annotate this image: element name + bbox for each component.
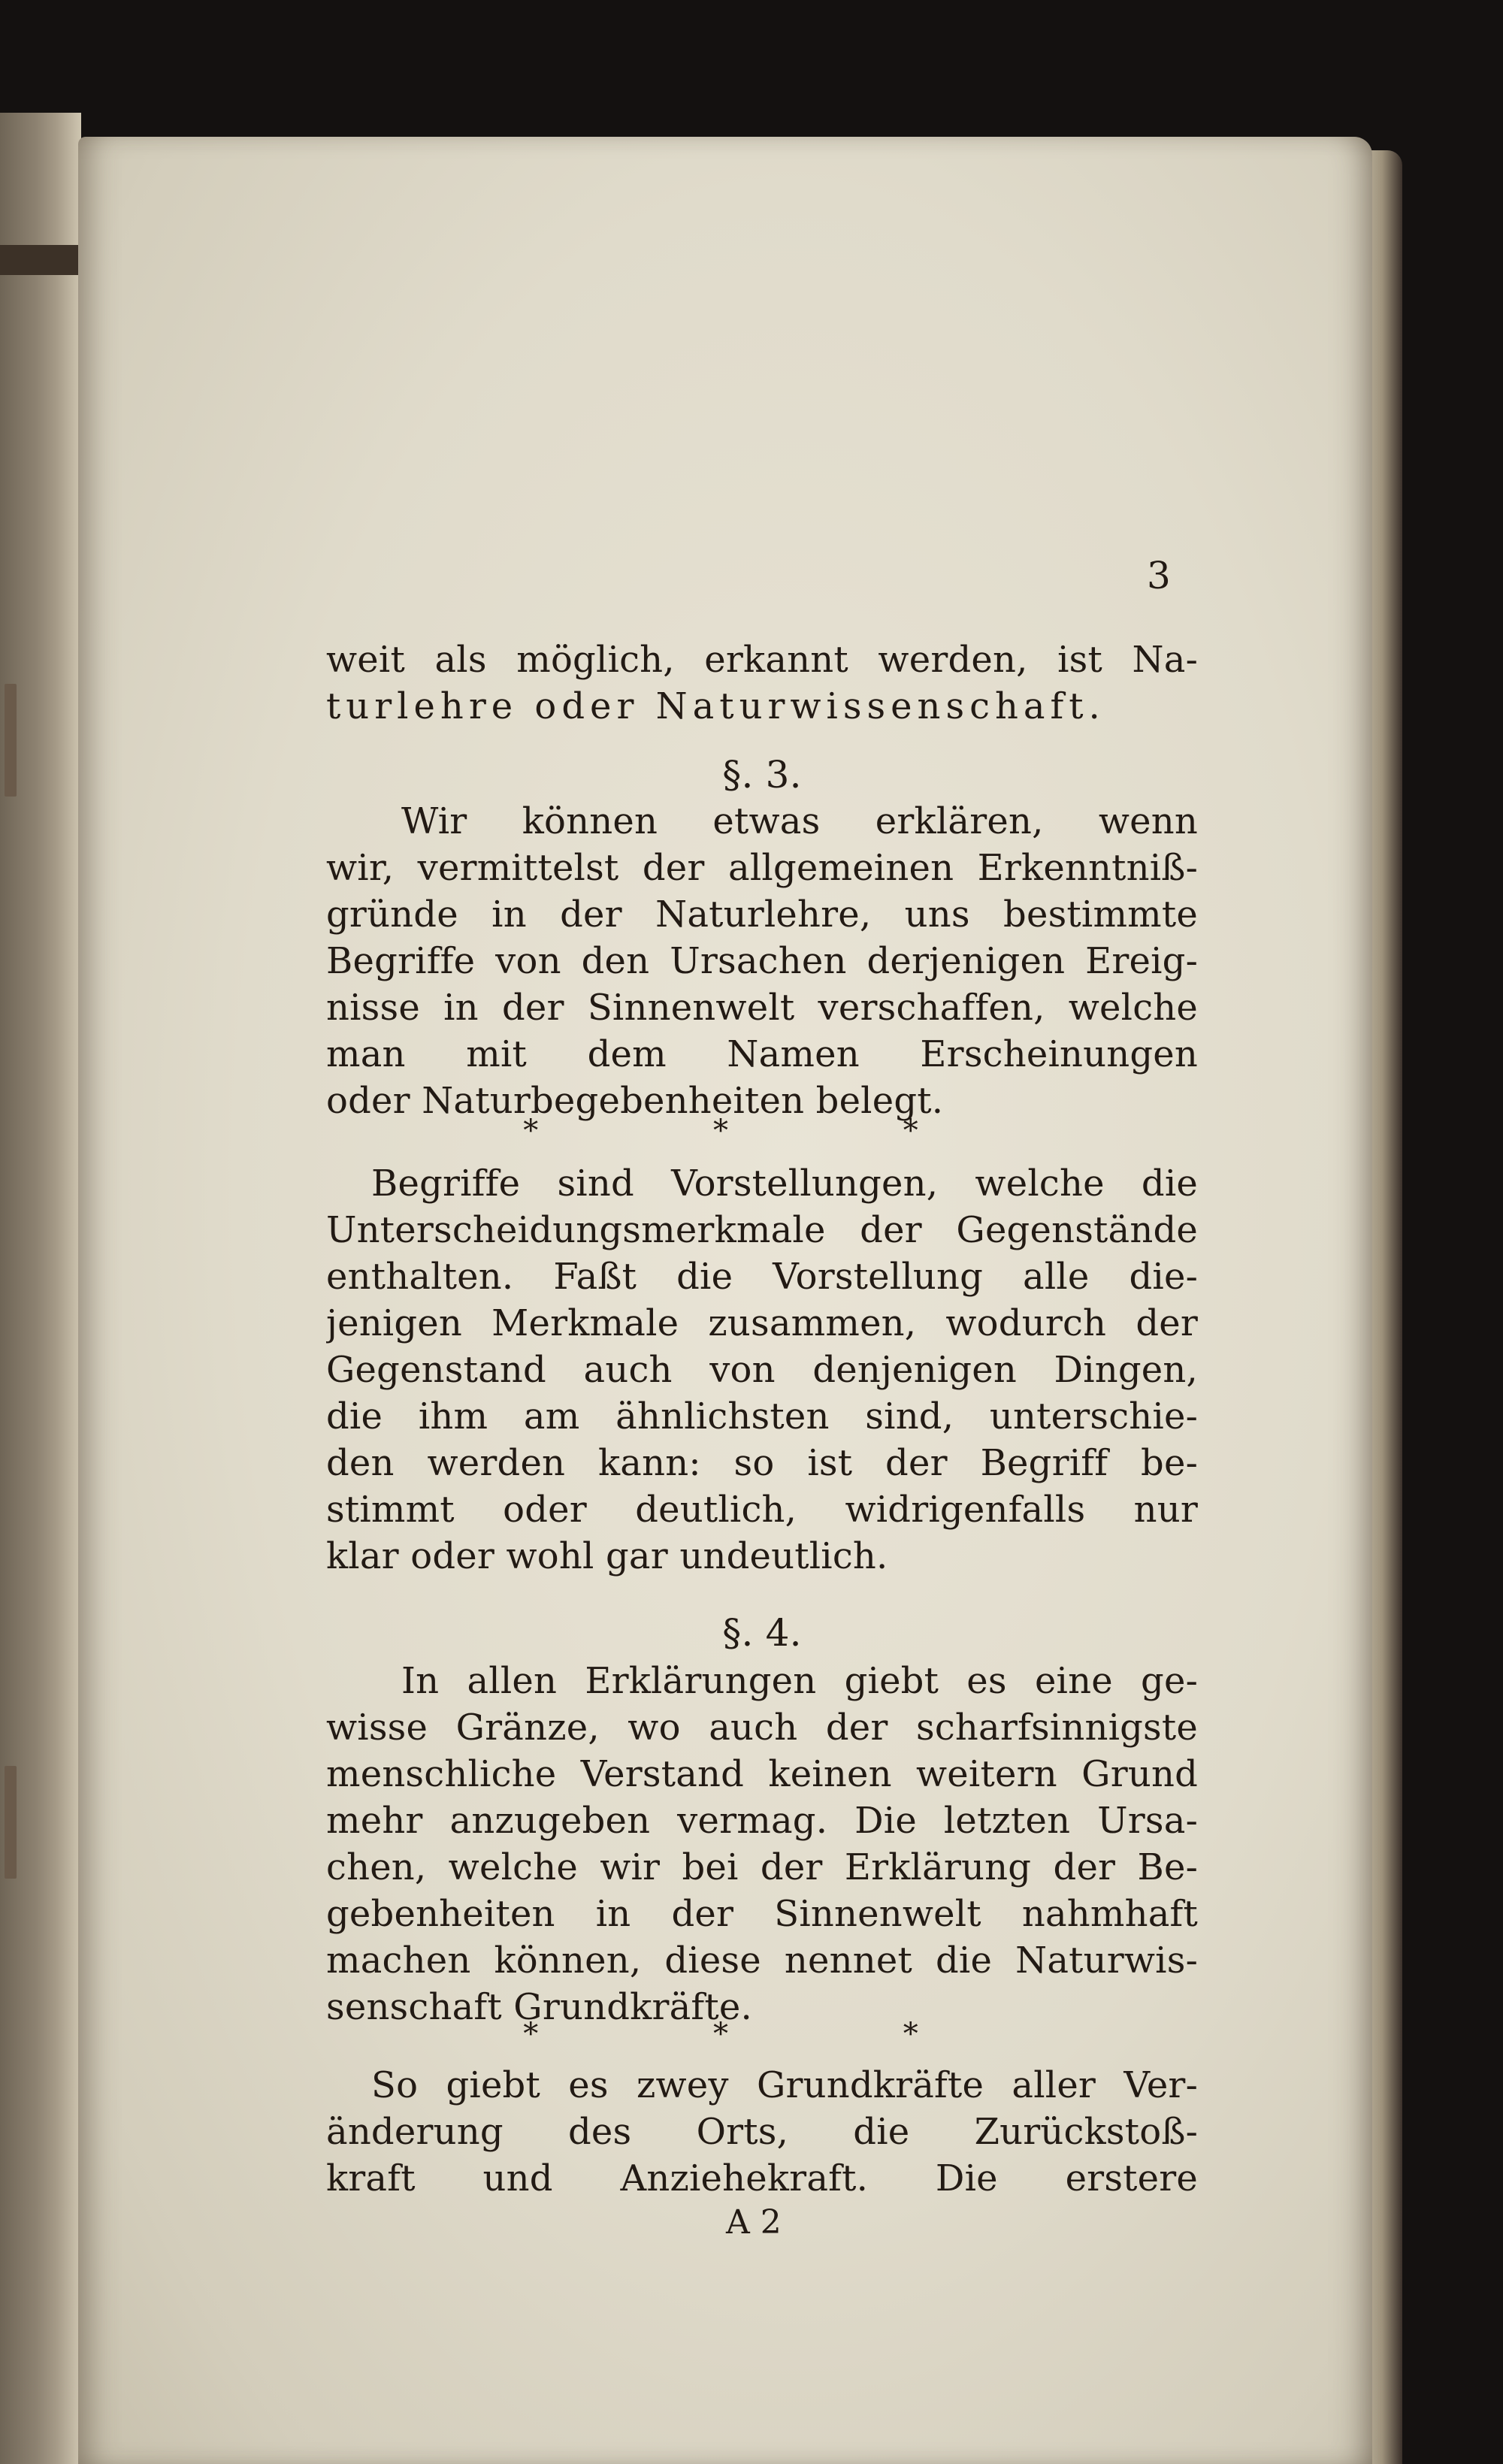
section-heading: §. 3. bbox=[722, 753, 802, 797]
text-line: jenigen Merkmale zusammen, wodurch der bbox=[326, 1302, 1198, 1344]
text-line: machen können, diese nennet die Naturwis- bbox=[326, 1939, 1198, 1982]
page-number: 3 bbox=[1147, 554, 1171, 597]
separator-stars: * * * bbox=[523, 2017, 1001, 2051]
spine-band bbox=[0, 245, 81, 275]
separator-stars: * * * bbox=[523, 1114, 1001, 1148]
text-line: wisse Gränze, wo auch der scharfsinnigste bbox=[326, 1707, 1198, 1749]
book-page bbox=[78, 137, 1372, 2464]
text-line: Gegenstand auch von denjenigen Dingen, bbox=[326, 1349, 1198, 1391]
text-line: mehr anzugeben vermag. Die letzten Ursa- bbox=[326, 1800, 1198, 1842]
text-line: wir, vermittelst der allgemeinen Erkenntniß- bbox=[326, 847, 1198, 889]
text-line: klar oder wohl gar undeutlich. bbox=[326, 1535, 888, 1577]
text-line: weit als möglich, erkannt werden, ist Na- bbox=[326, 639, 1198, 681]
text-line: oder Naturbegebenheiten belegt. bbox=[326, 1080, 944, 1122]
text-line: senschaft Grundkräfte. bbox=[326, 1986, 752, 2028]
text-line: Begriffe von den Ursachen derjenigen Ereig- bbox=[326, 940, 1198, 982]
text-line: menschliche Verstand keinen weitern Grund bbox=[326, 1753, 1198, 1795]
section-heading: §. 4. bbox=[722, 1611, 802, 1655]
text-line: turlehre oder Naturwissenschaft. bbox=[326, 685, 1105, 727]
text-line: man mit dem Namen Erscheinungen bbox=[326, 1033, 1198, 1075]
text-line: Wir können etwas erklären, wenn bbox=[401, 800, 1198, 842]
text-line: nisse in der Sinnenwelt verschaffen, welche bbox=[326, 987, 1198, 1029]
text-line: änderung des Orts, die Zurückstoß- bbox=[326, 2111, 1198, 2153]
text-line: In allen Erklärungen giebt es eine ge- bbox=[401, 1660, 1198, 1702]
text-line: kraft und Anziehekraft. Die erstere bbox=[326, 2157, 1198, 2199]
text-line: Unterscheidungsmerkmale der Gegenstände bbox=[326, 1209, 1198, 1251]
text-line: stimmt oder deutlich, widrigenfalls nur bbox=[326, 1489, 1198, 1531]
text-line: Begriffe sind Vorstellungen, welche die bbox=[371, 1162, 1198, 1205]
text-line: die ihm am ähnlichsten sind, unterschie- bbox=[326, 1395, 1198, 1438]
text-line: gebenheiten in der Sinnenwelt nahmhaft bbox=[326, 1893, 1198, 1935]
spine-mark bbox=[5, 1766, 17, 1879]
text-line: So giebt es zwey Grundkräfte aller Ver- bbox=[371, 2064, 1198, 2106]
book-spine bbox=[0, 113, 81, 2464]
signature-mark: A 2 bbox=[726, 2203, 782, 2242]
text-line: den werden kann: so ist der Begriff be- bbox=[326, 1442, 1198, 1484]
text-line: enthalten. Faßt die Vorstellung alle die- bbox=[326, 1256, 1198, 1298]
text-line: chen, welche wir bei der Erklärung der Be- bbox=[326, 1846, 1198, 1888]
text-line: gründe in der Naturlehre, uns bestimmte bbox=[326, 893, 1198, 936]
spine-mark bbox=[5, 684, 17, 797]
